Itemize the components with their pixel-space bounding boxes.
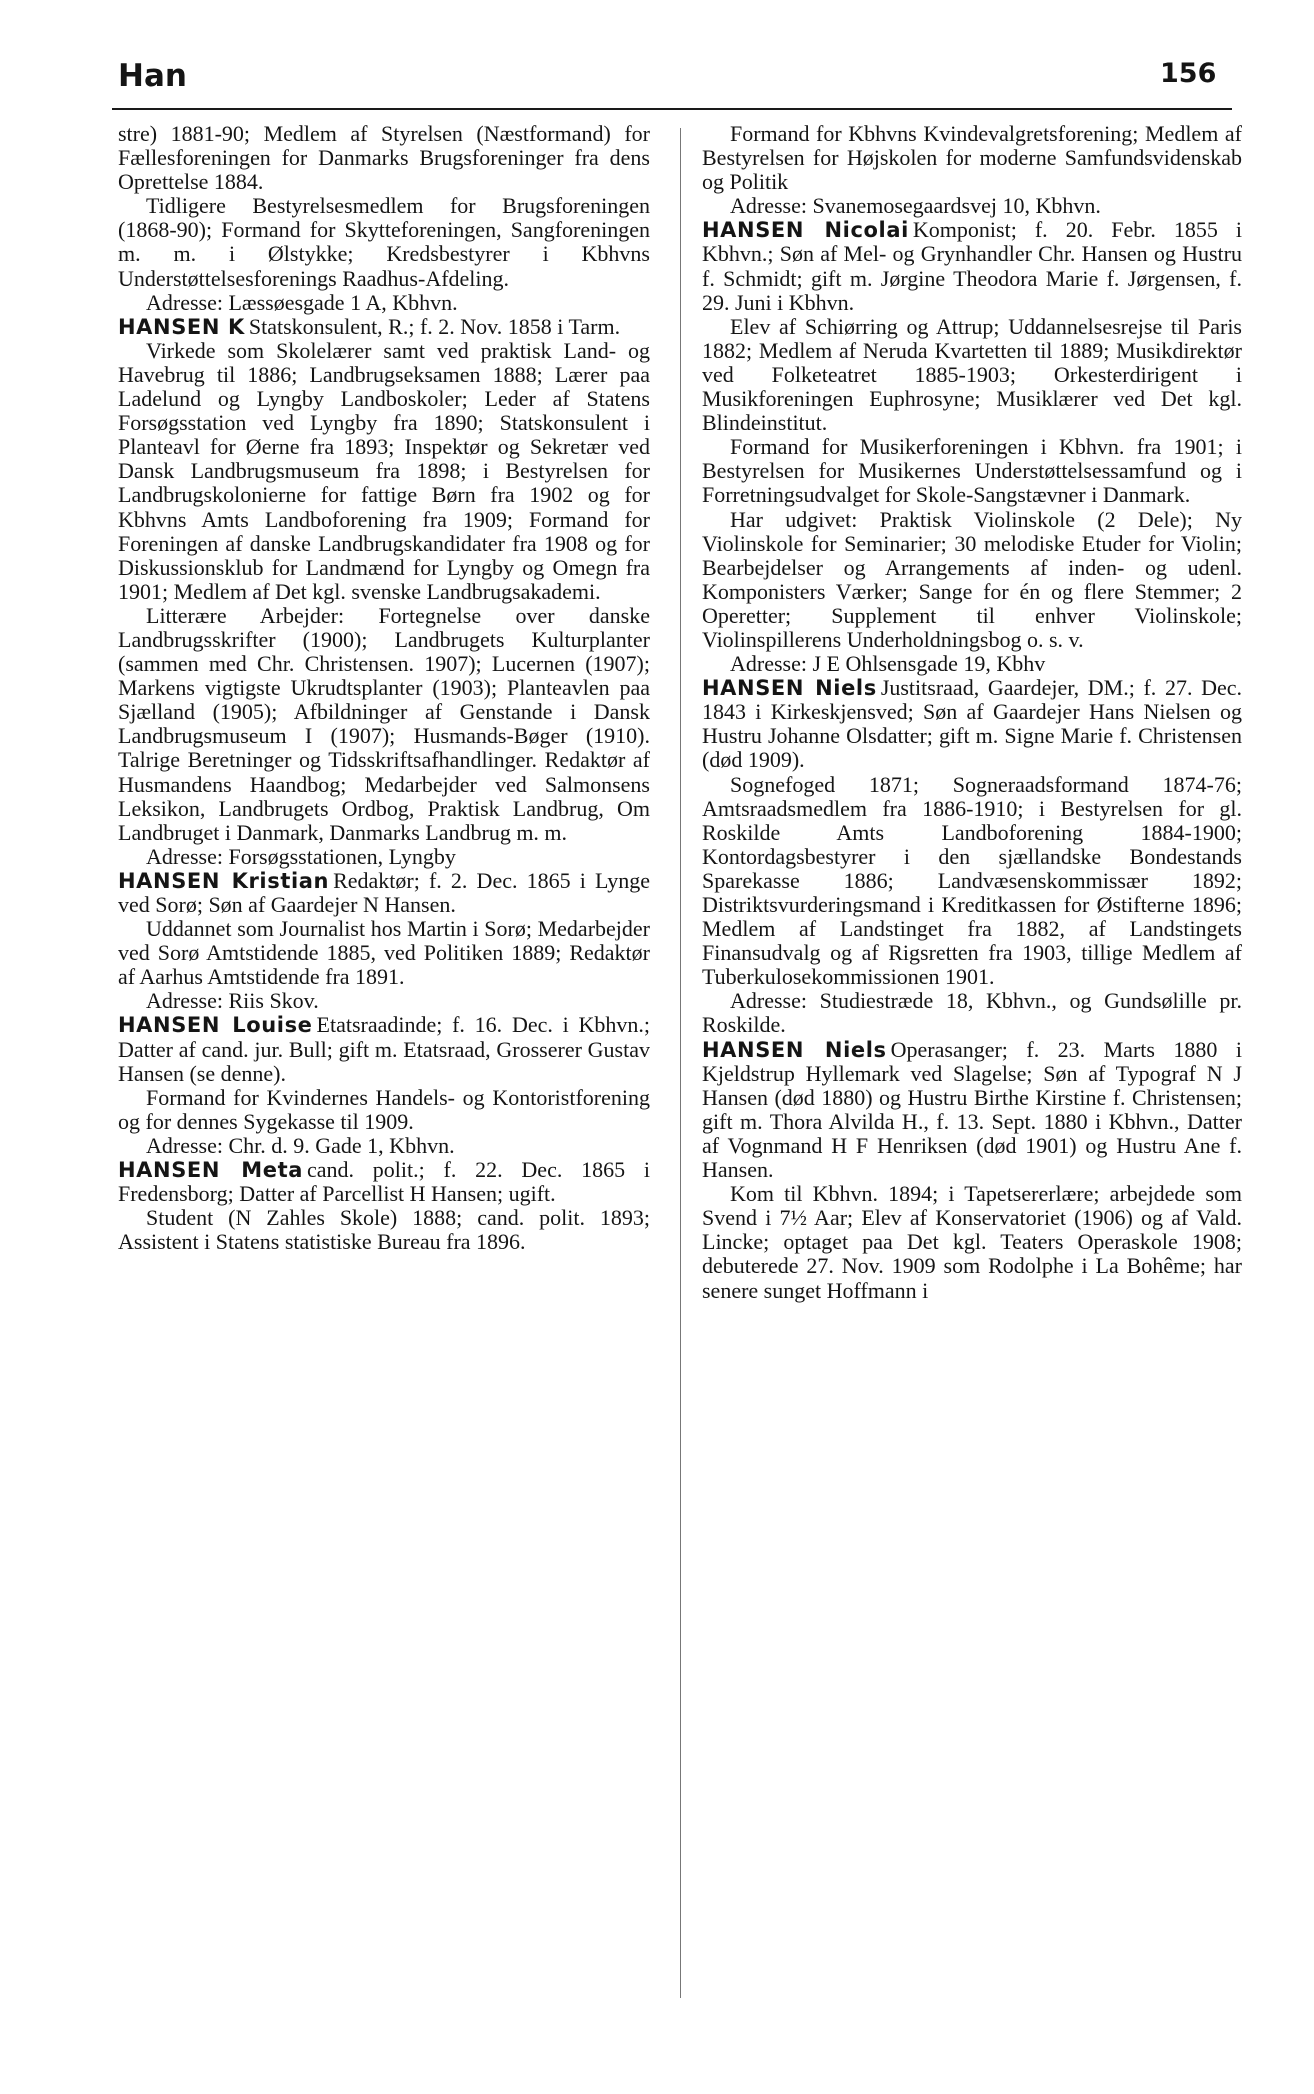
running-head: Han xyxy=(118,58,187,94)
biography-entry xyxy=(118,315,650,339)
paragraph: Litterære Arbejder: Fortegnelse over danske Landbrugsskrifter (1900); Landbrugets Kulturplanter (sammen med Chr. Christensen. 1907); Lucernen (1907); Markens vigtigste Ukrudtsplanter (1903); Planteavlen paa Sjælland (1905); Afbildninger af Genstande i Dansk Landbrugsmuseum I (1907); Husmands-Bøger (1910). Talrige Beretninger og Tidsskriftsafhandlinger. Redaktør af Husmandens Haandbog; Medarbejder ved Salmonsens Leksikon, Landbrugets Ordbog, Praktisk Landbrug, Om Landbruget i Danmark, Danmarks Landbrug m. m. xyxy=(118,602,650,845)
biography-entry xyxy=(702,676,1242,772)
paragraph: Adresse: Chr. d. 9. Gade 1, Kbhvn. xyxy=(146,1132,455,1158)
paragraph: Elev af Schiørring og Attrup; Uddannelsesrejse til Paris 1882; Medlem af Neruda Kvartetten til 1889; Musikdirektør ved Folketeatret 1885-1903; Orkesterdirigent i Musikforeningen Euphrosyne; Musiklærer ved Det kgl. Blindeinstitut. xyxy=(702,313,1242,436)
paragraph: Adresse: Riis Skov. xyxy=(146,988,319,1014)
entry-name: HANSEN Kristian xyxy=(118,868,330,893)
entry-text: Redaktør; f. 2. Dec. 1865 i Lynge ved Sorø; Søn af Gaardejer N Hansen. xyxy=(118,867,650,917)
paragraph: Adresse: Svanemosegaardsvej 10, Kbhvn. xyxy=(730,193,1101,219)
entry-text: Justitsraad, Gaardejer, DM.; f. 27. Dec. 1843 i Kirkeskjensved; Søn af Gaardejer Hans Nielsen og Hustru Johanne Olsdatter; gift m. Signe Marie f. Christensen (død 1909). xyxy=(702,675,1242,773)
paragraph: Student (N Zahles Skole) 1888; cand. polit. 1893; Assistent i Statens statistiske Bureau fra 1896. xyxy=(118,1205,650,1255)
entry-text: Etatsraadinde; f. 16. Dec. i Kbhvn.; Datter af cand. jur. Bull; gift m. Etatsraad, Grosserer Gustav Hansen (se denne). xyxy=(118,1012,650,1086)
left-column xyxy=(118,122,650,1254)
paragraph: Formand for Kbhvns Kvindevalgretsforening; Medlem af Bestyrelsen for Højskolen for moderne Samfundsvidenskab og Politik xyxy=(702,121,1242,195)
entry-name: HANSEN Louise xyxy=(118,1013,313,1038)
biography-entry xyxy=(118,869,650,917)
paragraph: Har udgivet: Praktisk Violinskole (2 Dele); Ny Violinskole for Seminarier; 30 melodiske Etuder for Violin; Bearbejdelser og Arrangements af inden- og udenl. Komponisters Værker; Sange for én og flere Stemmer; 2 Operetter; Supplement til enhver Violinskole; Violinspillerens Underholdningsbog o. s. v. xyxy=(702,506,1242,652)
paragraph: Formand for Musikerforeningen i Kbhvn. fra 1901; i Bestyrelsen for Musikernes Understøttelsessamfund og i Forretningsudvalget for Skole-Sangstævner i Danmark. xyxy=(702,434,1242,508)
entry-name: HANSEN K xyxy=(118,314,245,339)
paragraph: Sognefoged 1871; Sogneraadsformand 1874-76; Amtsraadsmedlem fra 1886-1910; i Bestyrelsen for gl. Roskilde Amts Landboforening 1884-1900; Kontordagsbestyrer i den sjællandske Bondestands Sparekasse 1886; Landvæsenskommissær 1892; Distriktsvurderingsmand i Kreditkassen for Østifterne 1896; Medlem af Landstinget fra 1882, af Landstingets Finansudvalg og af Rigsretten fra 1903, tillige Medlem af Tuberkulosekommissionen 1901. xyxy=(702,771,1242,990)
entry-name: HANSEN Niels xyxy=(702,1037,887,1062)
paragraph: Formand for Kvindernes Handels- og Kontoristforening og for dennes Sygekasse til 1909. xyxy=(118,1084,650,1134)
paragraph: Tidligere Bestyrelsesmedlem for Brugsforeningen (1868-90); Formand for Skytteforeningen, Sangforeningen m. m. i Ølstykke; Kredsbestyrer i Kbhvns Understøttelsesforenings Raadhus-Afdeling. xyxy=(118,193,650,291)
paragraph: Adresse: Studiestræde 18, Kbhvn., og Gundsølille pr. Roskilde. xyxy=(702,988,1242,1038)
paragraph: Virkede som Skolelærer samt ved praktisk Land- og Havebrug til 1886; Landbrugseksamen 1888; Lærer paa Ladelund og Lyngby Landboskoler; Leder af Statens Forsøgsstation ved Lyngby fra 1890; Statskonsulent i Planteavl for Øerne fra 1893; Inspektør og Sekretær ved Dansk Landbrugsmuseum fra 1898; i Bestyrelsen for Landbrugskolonierne for fattige Børn fra 1902 og for Kbhvns Amts Landboforening fra 1909; Formand for Foreningen af danske Landbrugskandidater fra 1908 og for Diskussionsklub for Landmænd for Lyngby og Omegn fra 1901; Medlem af Det kgl. svenske Landbrugsakademi. xyxy=(118,337,650,604)
biography-entry xyxy=(118,1013,650,1085)
entry-text: Komponist; f. 20. Febr. 1855 i Kbhvn.; Søn af Mel- og Grynhandler Chr. Hansen og Hustru f. Schmidt; gift m. Jørgine Theodora Marie f. Jørgensen, f. 29. Juni i Kbhvn. xyxy=(702,217,1242,315)
header-rule xyxy=(112,108,1232,110)
biography-entry xyxy=(702,218,1242,314)
paragraph: Adresse: Forsøgsstationen, Lyngby xyxy=(146,843,456,869)
biography-entry xyxy=(702,1038,1242,1183)
entry-name: HANSEN Niels xyxy=(702,676,877,701)
paragraph: Kom til Kbhvn. 1894; i Tapetsererlære; arbejdede som Svend i 7½ Aar; Elev af Konservatoriet (1906) og af Vald. Lincke; optaget paa Det kgl. Teaters Operaskole 1908; debuterede 27. Nov. 1909 som Rodolphe i La Bohême; har senere sunget Hoffmann i xyxy=(702,1181,1242,1303)
entry-text: Statskonsulent, R.; f. 2. Nov. 1858 i Tarm. xyxy=(248,313,621,339)
paragraph: Adresse: J E Ohlsensgade 19, Kbhv xyxy=(730,651,1046,677)
paragraph: Uddannet som Journalist hos Martin i Sorø; Medarbejder ved Sorø Amtstidende 1885, ved Politiken 1889; Redaktør af Aarhus Amtstidende fra 1891. xyxy=(118,916,650,990)
entry-name: HANSEN Meta xyxy=(118,1158,303,1183)
column-divider xyxy=(680,128,681,1998)
entry-name: HANSEN Nicolai xyxy=(702,218,909,243)
page-number: 156 xyxy=(1160,58,1217,89)
biography-entry xyxy=(118,1158,650,1206)
paragraph: stre) 1881-90; Medlem af Styrelsen (Næstformand) for Fællesforeningen for Danmarks Brugsforeninger fra dens Oprettelse 1884. xyxy=(118,121,650,195)
paragraph: Adresse: Læssøesgade 1 A, Kbhvn. xyxy=(146,289,458,315)
entry-text: cand. polit.; f. 22. Dec. 1865 i Fredensborg; Datter af Parcellist H Hansen; ugift. xyxy=(118,1157,650,1207)
right-column xyxy=(702,122,1242,1303)
entry-text: Operasanger; f. 23. Marts 1880 i Kjeldstrup Hyllemark ved Slagelse; Søn af Typograf N J Hansen (død 1880) og Hustru Birthe Kirstine f. Christensen; gift m. Thora Alvilda H., f. 13. Sept. 1880 i Kbhvn., Datter af Vognmand H F Henriksen (død 1901) og Hustru Ane f. Hansen. xyxy=(702,1036,1242,1183)
